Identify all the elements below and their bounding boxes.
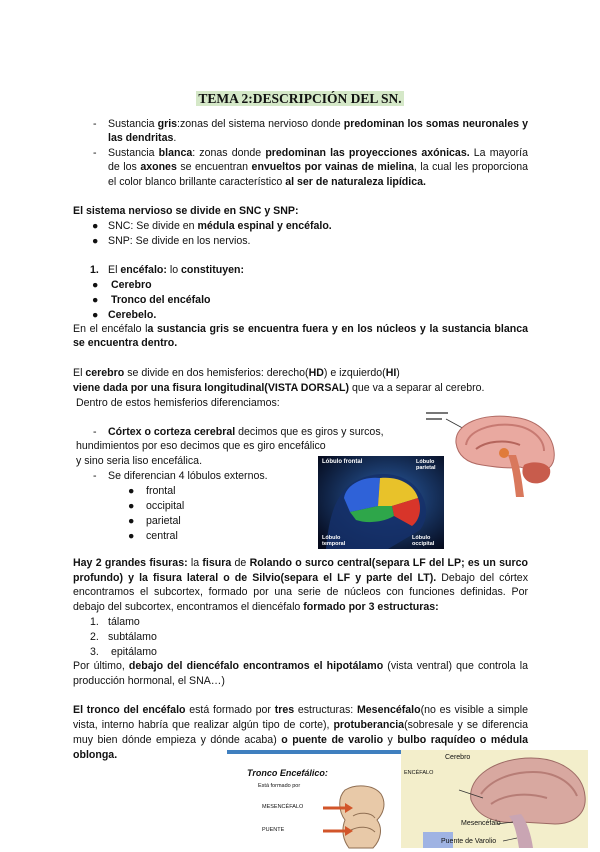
bullet-dot: ● — [92, 235, 99, 247]
cerebro-line-1: El cerebro se divide en dos hemisferios: derecho(HD) e izquierdo(HI) — [73, 367, 400, 379]
lobe-item: parietal — [146, 515, 181, 527]
bullet-dot: ● — [128, 530, 135, 542]
list-number: 1. — [90, 264, 99, 276]
fisuras-paragraph: Hay 2 grandes fisuras: la fisura de Rolando o surco central(separa LF del LP; es un surco profundo) y la fisura lateral o de Silvio(separa el LF y parte del LT). Debajo del córtex encontramos el subcortex, formado por una serie de núcleos con funciones definidas. Por debajo del subcortex, encontramos el diencéfalo formado por 3 estructuras: — [73, 557, 528, 613]
dash-bullet: - — [93, 118, 97, 130]
bullet-dot: ● — [92, 279, 99, 291]
part-item: Cerebro — [111, 279, 152, 291]
snp-item: SNP: Se divide en los nervios. — [108, 235, 251, 247]
bullet-dot: ● — [128, 500, 135, 512]
lobe-item: occipital — [146, 500, 185, 512]
dash-bullet: - — [93, 147, 97, 159]
label-puente-varolio: Puente de Varolio — [441, 838, 497, 845]
encefalo-heading: El encéfalo: lo constituyen: — [108, 264, 245, 276]
bullet-dot: ● — [92, 309, 99, 321]
bullet-dot: ● — [128, 515, 135, 527]
cerebro-section-figure — [401, 750, 588, 848]
brainstem-illustration — [227, 754, 401, 852]
tronco-figure-title: Tronco Encefálico: — [247, 768, 328, 778]
lobe-label-temporal: Lóbulo temporal — [322, 535, 346, 547]
lobe-label-parietal: Lóbulo parietal — [416, 459, 436, 471]
tronco-figure-subtitle: Está formado por — [258, 783, 301, 789]
label-cerebro: Cerebro — [445, 754, 471, 761]
tronco-paragraph: El tronco del encéfalo está formado por tres estructuras: Mesencéfalo(no es visible a simple vista, interno habría que realizar algún tipo de corte), protuberancia(sobresale y se diferencia muy bien dónde empieza y dónde acaba) o puente de varolio y bulbo raquídeo o médula oblonga. — [73, 704, 528, 761]
bullet-dot: ● — [128, 485, 135, 497]
list-number: 3. — [90, 646, 99, 658]
tronco-encefalico-figure — [227, 750, 401, 852]
part-item: Cerebelo. — [108, 309, 157, 321]
label-mesencefalo-right: Mesencéfalo — [461, 820, 501, 827]
lobe-item: frontal — [146, 485, 176, 497]
brain-lobes-figure — [318, 456, 444, 549]
list-number: 2. — [90, 631, 99, 643]
dash-bullet: - — [93, 426, 97, 438]
dien-item: tálamo — [108, 616, 140, 628]
bullet-dot: ● — [92, 294, 99, 306]
cerebro-illustration — [401, 750, 588, 848]
bullet-dot: ● — [92, 220, 99, 232]
label-encefalo: ENCÉFALO — [404, 770, 434, 776]
dien-item: subtálamo — [108, 631, 157, 643]
lobe-label-occipital: Lóbulo occipital — [412, 535, 435, 547]
hipotalamo-paragraph: Por último, debajo del diencéfalo encontramos el hipotálamo (vista ventral) que controla la producción hormonal, el SNA…) — [73, 660, 528, 687]
cerebro-line-2: viene dada por una fisura longitudinal(VISTA DORSAL) que va a separar al cerebro. — [73, 382, 485, 394]
paragraph-sustancia-gris: Sustancia gris:zonas del sistema nervioso donde predominan los somas neuronales y las dendritas. — [108, 118, 528, 145]
label-mesencefalo: MESENCÉFALO — [262, 804, 304, 810]
cortex-line-3: y sino seria liso encefálica. — [76, 455, 203, 467]
list-number: 1. — [90, 616, 99, 628]
lobe-label-frontal: Lóbulo frontal — [322, 459, 363, 465]
brain-sagittal-figure — [424, 409, 560, 499]
page-title: TEMA 2:DESCRIPCIÓN DEL SN. — [198, 91, 402, 106]
cortex-line-1: Córtex o corteza cerebral decimos que es giros y surcos, — [108, 426, 384, 438]
cortex-line-4: Se diferencian 4 lóbulos externos. — [108, 470, 268, 482]
dash-bullet: - — [93, 470, 97, 482]
label-puente: PUENTE — [262, 827, 285, 833]
cortex-line-2: hundimientos por eso decimos que es giro encefálico — [76, 440, 326, 452]
lobe-item: central — [146, 530, 178, 542]
snc-item: SNC: Se divide en médula espinal y encéfalo. — [108, 220, 332, 232]
encefalo-sustancia-paragraph: En el encéfalo la sustancia gris se encuentra fuera y en los núcleos y la sustancia blanca se encuentra dentro. — [73, 323, 528, 350]
part-item: Tronco del encéfalo — [111, 294, 211, 306]
cerebro-line-3: Dentro de estos hemisferios diferenciamos: — [76, 397, 280, 409]
division-heading: El sistema nervioso se divide en SNC y SNP: — [73, 205, 299, 217]
paragraph-sustancia-blanca: Sustancia blanca: zonas donde predominan las proyecciones axónicas. La mayoría de los axones se encuentran envueltos por vainas de mielina, la cual les proporciona el color blanco brillante característico al ser de naturaleza lipídica. — [108, 147, 529, 188]
dien-item: epitálamo — [111, 646, 157, 658]
